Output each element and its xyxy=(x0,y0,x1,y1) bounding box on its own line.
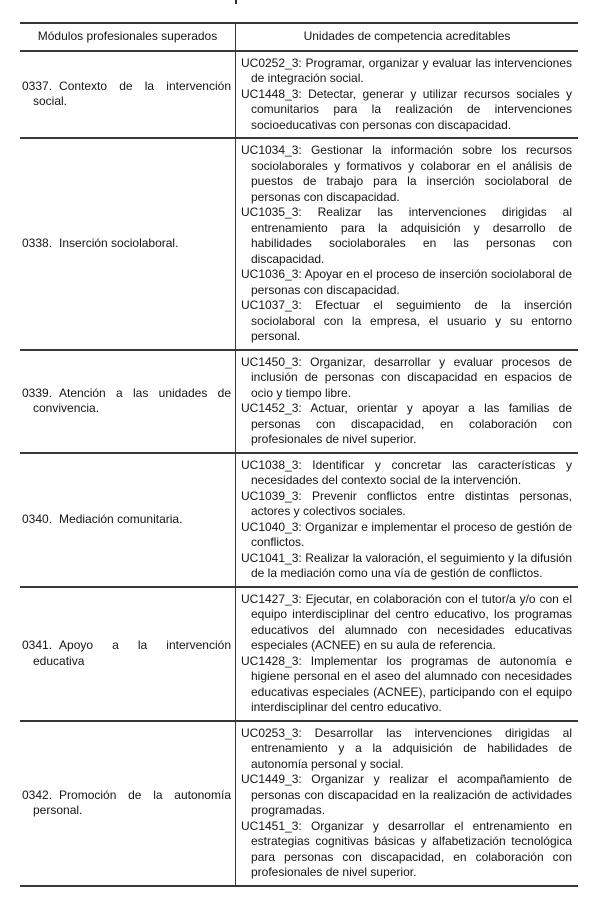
unit-item: UC1034_3: Gestionar la información sobre los recursos sociolaborales y formativos y colaborar en el análisis de puestos de trabajo para la inserción sociolaboral de personas con discapacidad. xyxy=(241,143,572,204)
module-cell xyxy=(20,52,236,138)
module-code: 0337. xyxy=(22,78,53,93)
unit-item: UC1450_3: Organizar, desarrollar y evaluar procesos de inclusión de personas con discapacidad en espacios de ocio y tiempo libre. xyxy=(241,354,572,400)
unit-item: UC0253_3: Desarrollar las intervenciones dirigidas al entrenamiento y a la adquisición de habilidades de autonomía personal y social. xyxy=(241,725,572,771)
units-cell xyxy=(236,722,578,885)
unit-item: UC1041_3: Realizar la valoración, el seguimiento y la difusión de la mediación como una vía de gestión de conflictos. xyxy=(241,550,572,580)
cropped-divider-remnant xyxy=(235,0,237,4)
module-name: Inserción sociolaboral. xyxy=(59,236,179,250)
unit-item: UC1451_3: Organizar y desarrollar el entrenamiento en estrategias cognitivas básicas y alfabetización tecnológica para personas con discapacidad, en colaboración con profesionales de nivel superior. xyxy=(241,818,572,879)
module-cell xyxy=(20,351,236,452)
module-code: 0342. xyxy=(22,787,53,802)
table-header-row xyxy=(20,24,578,52)
module-cell xyxy=(20,454,236,586)
module-cell xyxy=(20,722,236,885)
units-cell xyxy=(236,52,578,138)
units-cell xyxy=(236,454,578,586)
module-code: 0341. xyxy=(22,638,53,652)
module-name: Promoción de la autonomía personal. xyxy=(33,787,231,817)
module-name: Mediación comunitaria. xyxy=(59,511,183,526)
unit-item: UC1448_3: Detectar, generar y utilizar recursos sociales y comunitarios para la realización de intervenciones socioeducativas con personas con discapacidad. xyxy=(241,86,572,132)
unit-item: UC1039_3: Prevenir conflictos entre distintas personas, actores y colectivos sociales. xyxy=(241,488,572,518)
module-code: 0339. xyxy=(22,385,53,400)
column-header-modules: Módulos profesionales superados xyxy=(20,24,236,50)
table-row-0338 xyxy=(20,139,578,351)
accreditation-table xyxy=(20,22,578,887)
unit-item: UC1427_3: Ejecutar, en colaboración con el tutor/a y/o con el equipo interdisciplinar del centro educativo, los programas educativos del alumnado con necesidades educativas especiales (ACNEE) en su aula de referencia. xyxy=(241,591,572,652)
module-name: Contexto de la intervención social. xyxy=(33,78,231,109)
unit-item: UC1036_3: Apoyar en el proceso de inserción sociolaboral de personas con discapacidad. xyxy=(241,267,572,297)
module-cell xyxy=(20,139,236,349)
unit-item: UC1038_3: Identificar y concretar las características y necesidades del contexto social de la intervención. xyxy=(241,457,572,487)
unit-item: UC1040_3: Organizar e implementar el proceso de gestión de conflictos. xyxy=(241,519,572,549)
module-name: Apoyo a la intervención educativa xyxy=(33,638,231,668)
module-code: 0338. xyxy=(22,236,53,250)
unit-item: UC1428_3: Implementar los programas de autonomía e higiene personal en el aseo del alumnado con necesidades educativas especiales (ACNEE), participando con el equipo interdisciplinar del centro educativo. xyxy=(241,653,572,714)
unit-item: UC1037_3: Efectuar el seguimiento de la inserción sociolaboral con la empresa, el usuario y su entorno personal. xyxy=(241,298,572,343)
table-row-0340 xyxy=(20,454,578,588)
module-label xyxy=(22,236,231,252)
column-header-units: Unidades de competencia acreditables xyxy=(303,29,511,43)
module-name: Atención a las unidades de convivencia. xyxy=(33,385,231,415)
module-code: 0340. xyxy=(22,511,53,526)
unit-item: UC1452_3: Actuar, orientar y apoyar a las familias de personas con discapacidad, en colaboración con profesionales de nivel superior. xyxy=(241,401,572,446)
units-cell xyxy=(236,351,578,452)
module-label xyxy=(22,512,231,528)
module-label xyxy=(22,638,231,669)
unit-item: UC1449_3: Organizar y realizar el acompañamiento de personas con discapacidad en la realización de actividades programadas. xyxy=(241,772,572,817)
table-row-0339 xyxy=(20,351,578,454)
module-label xyxy=(22,788,231,819)
table-row-0342 xyxy=(20,722,578,885)
units-cell xyxy=(236,588,578,720)
module-label xyxy=(22,386,231,417)
units-cell xyxy=(236,139,578,349)
module-cell xyxy=(20,588,236,720)
table-row-0337 xyxy=(20,52,578,140)
unit-item: UC0252_3: Programar, organizar y evaluar las intervenciones de integración social. xyxy=(241,55,572,85)
unit-item: UC1035_3: Realizar las intervenciones dirigidas al entrenamiento para la adquisición y desarrollo de habilidades sociolaborales en las personas con discapacidad. xyxy=(241,205,572,266)
table-row-0341 xyxy=(20,588,578,722)
module-label xyxy=(22,79,231,110)
